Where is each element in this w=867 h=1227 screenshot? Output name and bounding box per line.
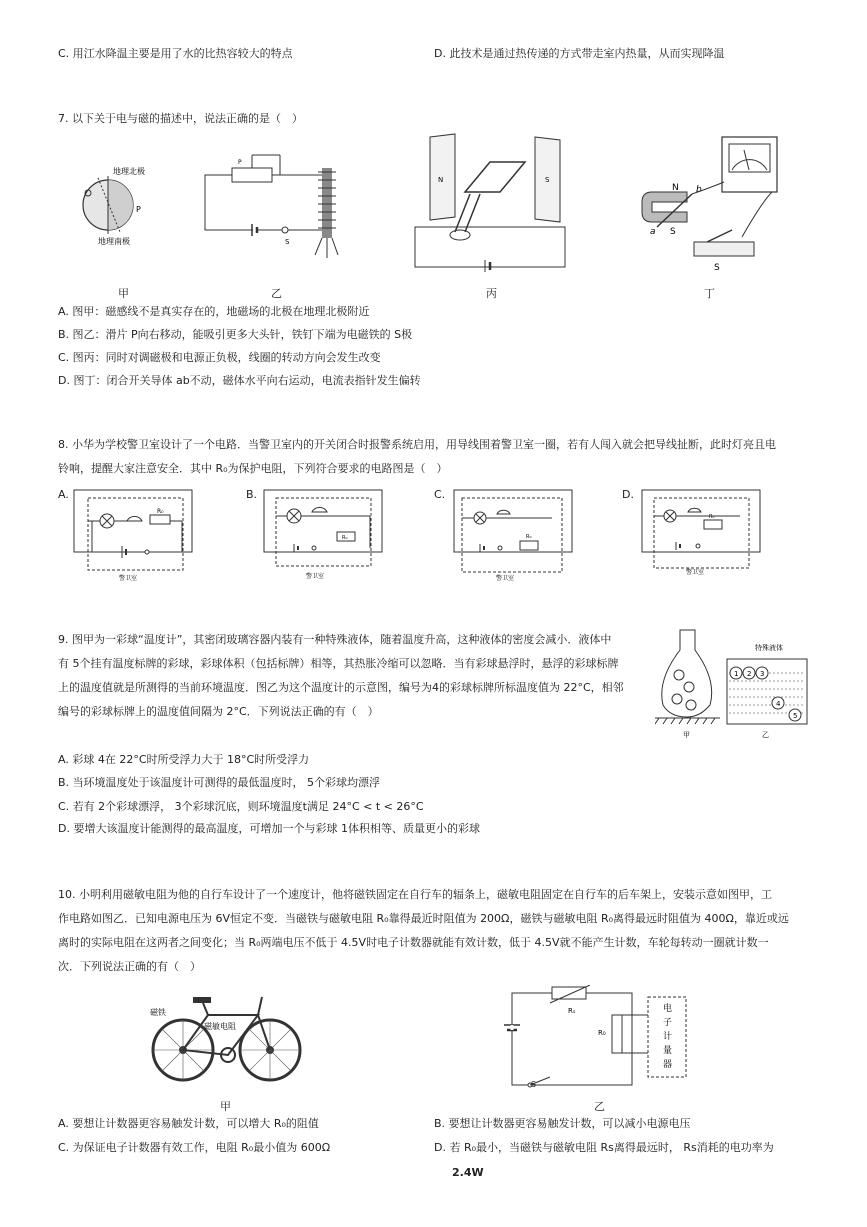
q10-counter-char-4: 量 — [663, 1046, 673, 1056]
q9-option-b: B. 当环境温度处于该温度计可测得的最低温度时， 5个彩球均漂浮 — [58, 776, 381, 789]
q7-caption-jia: 甲 — [118, 287, 129, 300]
q9-ball-5: 5 — [793, 712, 798, 720]
q8-option-d-letter: D. — [622, 488, 634, 501]
q8-c-room-label: 警卫室 — [496, 575, 515, 582]
q10-option-d-continued: 2.4W — [452, 1166, 484, 1179]
q7-switch-s2-label: S — [714, 263, 720, 272]
q7-conductor-a-label: a — [650, 227, 656, 237]
q10-switch-s-label: S — [531, 1080, 537, 1089]
q6-option-c: C. 用江水降温主要是用了水的比热容较大的特点 — [58, 47, 293, 60]
q9-stem-line4: 编号的彩球标牌上的温度值间隔为 2°C．下列说法正确的有（ ） — [58, 705, 379, 718]
q10-bike-sensor-label: 磁敏电阻 — [204, 1022, 236, 1031]
q10-stem-line4: 次．下列说法正确的有（ ） — [58, 960, 201, 973]
q10-option-a: A. 要想让计数器更容易触发计数，可以增大 R₀的阻值 — [58, 1117, 319, 1130]
q8-b-room-label: 警卫室 — [306, 573, 325, 580]
q7-earth-south-label: 地理南极 — [98, 237, 130, 245]
q10-counter-char-5: 器 — [663, 1060, 673, 1070]
q7-caption-bing: 丙 — [486, 287, 497, 300]
q9-stem-line3: 上的温度值就是所测得的当前环境温度．图乙为这个温度计的示意图，编号为4的彩球标牌所标温度值为 22°C，相邻 — [58, 681, 624, 694]
q7-earth-p-label: P — [136, 205, 141, 214]
q9-ball-4: 4 — [776, 700, 781, 708]
q9-caption-jia: 甲 — [683, 731, 690, 739]
q9-ball-3: 3 — [760, 670, 765, 678]
q10-option-b: B. 要想让计数器更容易触发计数，可以减小电源电压 — [434, 1117, 691, 1130]
q9-stem-line2: 有 5个挂有温度标牌的彩球，彩球体积（包括标牌）相等，其热胀冷缩可以忽略．当有彩球悬浮时，悬浮的彩球标牌 — [58, 657, 619, 670]
q8-circuit-c — [452, 488, 577, 583]
q7-caption-yi: 乙 — [271, 287, 282, 300]
q8-option-a-letter: A. — [58, 488, 69, 501]
q10-option-d: D. 若 R₀最小，当磁铁与磁敏电阻 Rs离得最远时， Rs消耗的电功率为 — [434, 1141, 774, 1154]
q9-option-d: D. 要增大该温度计能测得的最高温度，可增加一个与彩球 1体积相等、质量更小的彩球 — [58, 822, 480, 835]
q8-option-c-letter: C. — [434, 488, 446, 501]
q7-switch-s-label: S — [285, 238, 290, 246]
q7-option-d: D. 图丁：闭合开关导体 ab不动，磁体水平向右运动，电流表指针发生偏转 — [58, 374, 421, 387]
q6-option-d: D. 此技术是通过热传递的方式带走室内热量，从而实现降温 — [434, 47, 725, 60]
q8-c-r0-label: R₀ — [526, 534, 532, 540]
q10-stem-line3: 离时的实际电阻在这两者之间变化；当 R₀两端电压不低于 4.5V时电子计数器就能有效计数，低于 4.5V就不能产生计数，车轮每转动一圈就计数一 — [58, 936, 769, 949]
q8-circuit-d — [640, 488, 765, 583]
svg-text:P: P — [238, 159, 242, 166]
q10-stem-line1: 10. 小明利用磁敏电阻为他的自行车设计了一个速度计，他将磁铁固定在自行车的辐条上，磁敏电阻固定在自行车的后车架上，安装示意如图甲，工 — [58, 888, 772, 901]
q7-earth-north-label: 地理北极 — [113, 167, 145, 176]
q8-circuit-b — [262, 488, 387, 583]
q10-rs-label: Rₛ — [568, 1007, 576, 1015]
q8-d-r0-label: R₀ — [709, 514, 715, 520]
q7-electromagnet-figure — [200, 150, 350, 260]
q10-bike-magnet-label: 磁铁 — [150, 1008, 166, 1017]
q8-option-b-letter: B. — [246, 488, 258, 501]
q9-stem-line1: 9. 图甲为一彩球“温度计”，其密闭玻璃容器内装有一种特殊液体，随着温度升高，这种液体的密度会减小．液体中 — [58, 633, 612, 646]
q7-generator-figure — [632, 132, 792, 272]
q10-option-c: C. 为保证电子计数器有效工作，电阻 R₀最小值为 600Ω — [58, 1141, 331, 1154]
q7-earth-figure — [80, 160, 170, 245]
q10-counter-char-2: 子 — [663, 1018, 673, 1028]
q8-a-r0-label: R₀ — [157, 508, 164, 515]
q10-caption-yi: 乙 — [594, 1100, 605, 1113]
q7-option-c: C. 图丙：同时对调磁极和电源正负极，线圈的转动方向会发生改变 — [58, 351, 381, 364]
q7-caption-ding: 丁 — [704, 287, 715, 300]
q10-counter-char-3: 计 — [663, 1032, 673, 1042]
q10-r0-label: R₀ — [598, 1029, 606, 1037]
q7-magnet-n-label: N — [672, 183, 679, 193]
q10-circuit-figure — [500, 985, 710, 1090]
svg-text:N: N — [438, 176, 444, 184]
q10-stem-line2: 作电路如图乙．已知电源电压为 6V恒定不变．当磁铁与磁敏电阻 R₀靠得最近时阻值为 200Ω，磁铁与磁敏电阻 R₀离得最远时阻值为 400Ω，靠近或远 — [58, 912, 789, 925]
q9-caption-yi: 乙 — [762, 731, 769, 739]
q10-caption-jia: 甲 — [220, 1100, 231, 1113]
q9-thermometer-figure — [655, 625, 810, 740]
q8-stem-line1: 8. 小华为学校警卫室设计了一个电路．当警卫室内的开关闭合时报警系统启用，用导线围着警卫室一圈，若有人闯入就会把导线扯断，此时灯亮且电 — [58, 438, 776, 451]
q8-circuit-a — [72, 488, 197, 583]
q10-bike-figure — [148, 985, 308, 1090]
svg-text:S: S — [545, 176, 550, 184]
q7-option-b: B. 图乙：滑片 P向右移动，能吸引更多大头针，铁钉下端为电磁铁的 S极 — [58, 328, 413, 341]
q8-stem-line2: 铃响，提醒大家注意安全．其中 R₀为保护电阻，下列符合要求的电路图是（ ） — [58, 462, 448, 475]
q7-magnet-s-label: S — [670, 227, 676, 237]
q7-conductor-b-label: b — [696, 185, 702, 195]
q7-option-a: A. 图甲：磁感线不是真实存在的，地磁场的北极在地理北极附近 — [58, 305, 370, 318]
q8-b-r0-label: R₀ — [342, 535, 348, 541]
q9-option-a: A. 彩球 4在 22°C时所受浮力大于 18°C时所受浮力 — [58, 753, 310, 766]
q9-special-liquid-label: 特殊液体 — [755, 644, 783, 652]
q7-stem: 7. 以下关于电与磁的描述中，说法正确的是（ ） — [58, 112, 303, 125]
q7-motor-figure — [410, 132, 580, 272]
q10-counter-char-1: 电 — [663, 1004, 673, 1014]
q9-option-c: C. 若有 2个彩球漂浮， 3个彩球沉底，则环境温度t满足 24°C < t < 26°C — [58, 800, 424, 813]
q8-a-room-label: 警卫室 — [119, 575, 138, 582]
q9-ball-1: 1 — [734, 670, 739, 678]
q9-ball-2: 2 — [747, 670, 752, 678]
q8-d-room-label: 警卫室 — [686, 569, 705, 576]
